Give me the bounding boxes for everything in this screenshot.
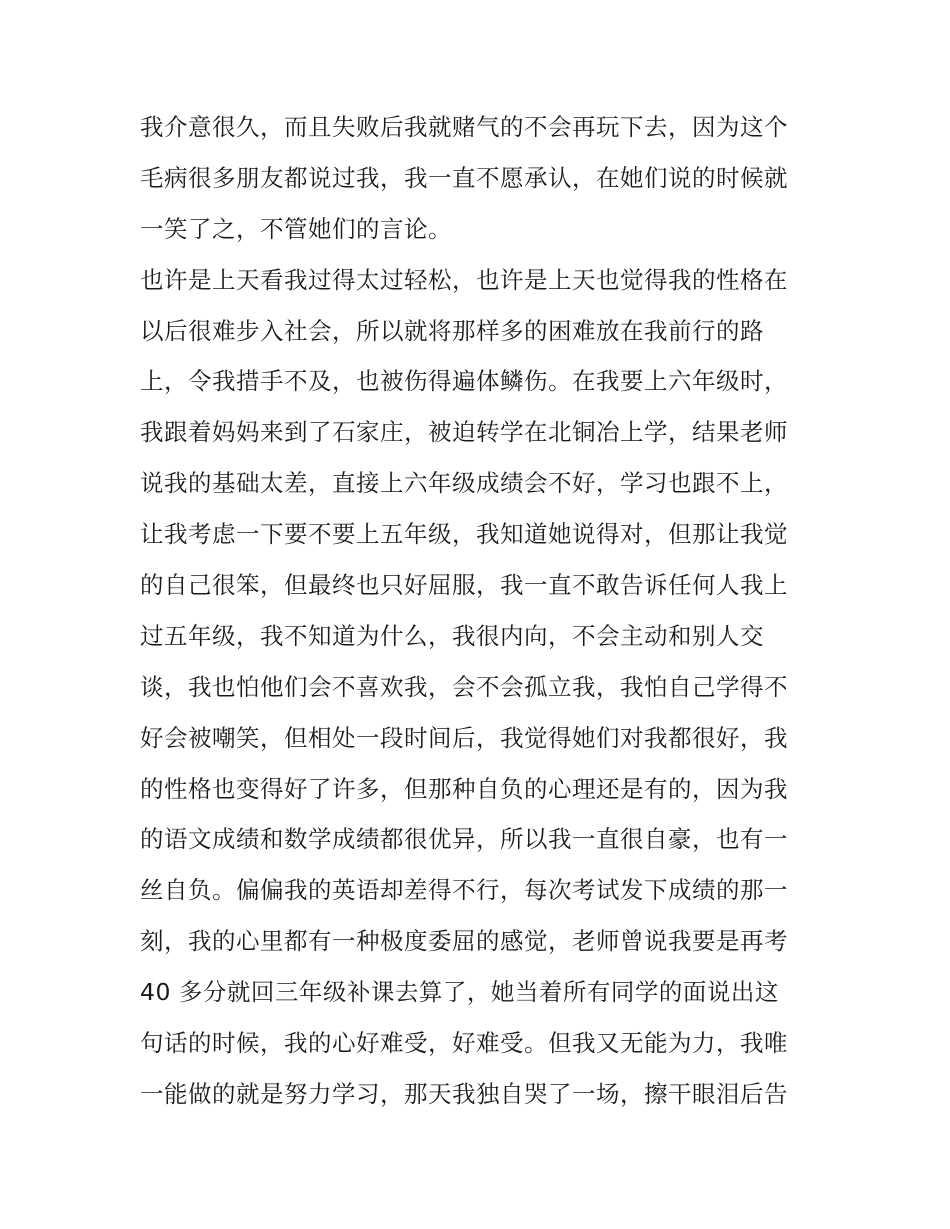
paragraph-2 (140, 255, 820, 1120)
text-line: 一能做的就是努力学习，那天我独自哭了一场，擦干眼泪后告 (140, 1079, 788, 1108)
text-line: 我介意很久，而且失败后我就赌气的不会再玩下去，因为这个 (140, 113, 788, 141)
text-body (140, 102, 820, 1120)
text-line: 也许是上天看我过得太过轻松，也许是上天也觉得我的性格在 (140, 265, 788, 294)
text-line: 的自己很笨，但最终也只好屈服，我一直不敢告诉任何人我上 (140, 571, 788, 600)
text-line: 我跟着妈妈来到了石家庄，被迫转学在北铜冶上学，结果老师 (140, 418, 788, 447)
text-line: 40 多分就回三年级补课去算了，她当着所有同学的面说出这 (140, 978, 779, 1007)
text-line: 刻，我的心里都有一种极度委屈的感觉，老师曾说我要是再考 (140, 927, 788, 956)
text-line: 过五年级，我不知道为什么，我很内向，不会主动和别人交 (140, 621, 764, 650)
text-line: 毛病很多朋友都说过我，我一直不愿承认，在她们说的时候就 (140, 163, 788, 192)
text-line: 让我考虑一下要不要上五年级，我知道她说得对，但那让我觉 (140, 520, 788, 549)
text-line: 的语文成绩和数学成绩都很优异，所以我一直很自豪，也有一 (140, 825, 788, 854)
text-line: 上，令我措手不及，也被伤得遍体鳞伤。在我要上六年级时， (140, 367, 788, 396)
text-line: 说我的基础太差，直接上六年级成绩会不好，学习也跟不上， (140, 469, 788, 498)
text-line: 的性格也变得好了许多，但那种自负的心理还是有的，因为我 (140, 774, 788, 803)
paragraph-1 (140, 102, 820, 255)
text-line: 以后很难步入社会，所以就将那样多的困难放在我前行的路 (140, 316, 764, 345)
text-line: 丝自负。偏偏我的英语却差得不行，每次考试发下成绩的那一 (140, 876, 788, 905)
text-line: 好会被嘲笑，但相处一段时间后，我觉得她们对我都很好，我 (140, 723, 788, 752)
text-line: 一笑了之，不管她们的言论。 (140, 214, 452, 243)
text-line: 谈，我也怕他们会不喜欢我，会不会孤立我，我怕自己学得不 (140, 672, 788, 701)
text-line: 句话的时候，我的心好难受，好难受。但我又无能为力，我唯 (140, 1029, 788, 1058)
